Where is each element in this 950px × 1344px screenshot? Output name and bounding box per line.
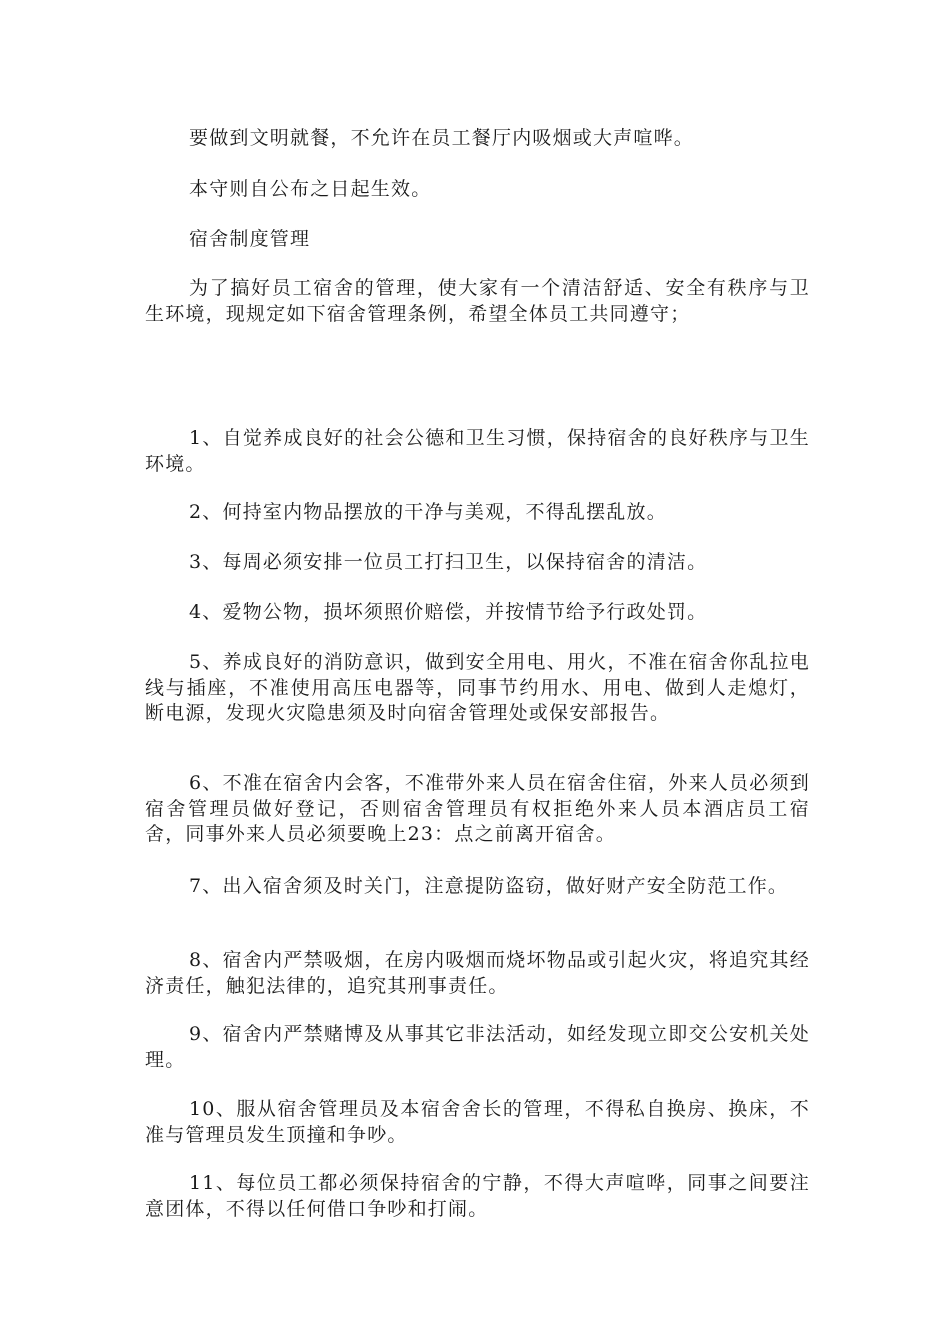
rule-item-10: 10、服从宿舍管理员及本宿舍舍长的管理，不得私自换房、换床，不准与管理员发生顶撞和争吵。 (145, 1098, 810, 1146)
rule-item-8: 8、宿舍内严禁吸烟，在房内吸烟而烧坏物品或引起火灾，将追究其经济责任，触犯法律的，追究其刑事责任。 (145, 949, 810, 997)
rule-item-2: 2、何持室内物品摆放的干净与美观，不得乱摆乱放。 (189, 501, 667, 523)
rule-item-3: 3、每周必须安排一位员工打扫卫生，以保持宿舍的清洁。 (189, 551, 708, 573)
paragraph-intro: 为了搞好员工宿舍的管理，使大家有一个清洁舒适、安全有秩序与卫生环境，现规定如下宿舍管理条例，希望全体员工共同遵守； (145, 277, 810, 325)
rule-item-5: 5、养成良好的消防意识，做到安全用电、用火，不准在宿舍你乱拉电线与插座，不准使用高压电器等，同事节约用水、用电、做到人走熄灯，断电源，发现火灾隐患须及时向宿舍管理处或保安部报告。 (145, 651, 810, 724)
rule-item-7: 7、出入宿舍须及时关门，注意提防盗窃，做好财产安全防范工作。 (189, 875, 789, 897)
rule-item-1: 1、自觉养成良好的社会公德和卫生习惯，保持宿舍的良好秩序与卫生环境。 (145, 427, 810, 475)
rule-item-11: 11、每位员工都必须保持宿舍的宁静，不得大声喧哗，同事之间要注意团体，不得以任何借口争吵和打闹。 (145, 1172, 810, 1220)
paragraph-dining-rule: 要做到文明就餐，不允许在员工餐厅内吸烟或大声喧哗。 (189, 127, 695, 149)
rule-item-4: 4、爱物公物，损坏须照价赔偿，并按情节给予行政处罚。 (189, 601, 708, 623)
rule-item-9: 9、宿舍内严禁赌博及从事其它非法活动，如经发现立即交公安机关处理。 (145, 1023, 810, 1071)
rule-item-6: 6、不准在宿舍内会客，不准带外来人员在宿舍住宿，外来人员必须到宿舍管理员做好登记，否则宿舍管理员有权拒绝外来人员本酒店员工宿舍，同事外来人员必须要晚上23：点之前离开宿舍。 (145, 772, 810, 845)
paragraph-effective-date: 本守则自公布之日起生效。 (189, 178, 432, 200)
section-heading-dormitory: 宿舍制度管理 (189, 228, 311, 250)
